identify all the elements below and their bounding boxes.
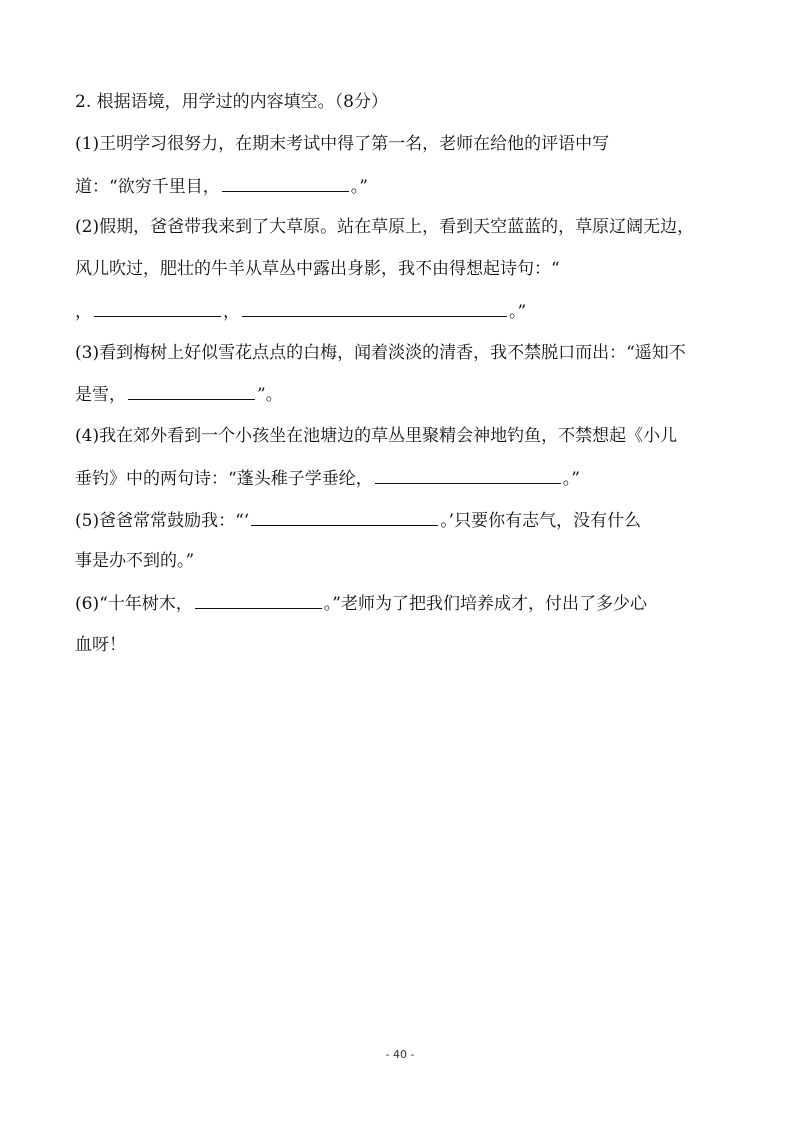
item-2-line-3: ， ， 。” (75, 302, 527, 322)
answer-blank-5[interactable] (251, 509, 438, 526)
item-1-line-2: 道：“欲穷千里目， 。” (75, 177, 368, 197)
page-number: - 40 - (385, 1048, 415, 1061)
item-4-line-2: 垂钓》中的两句诗：“蓬头稚子学垂纶， 。” (75, 469, 580, 489)
item-1-line-1: (1)王明学习很努力，在期末考试中得了第一名，老师在给他的评语中写 (75, 134, 610, 154)
item-5-line-2: 事是办不到的。” (75, 551, 195, 571)
question-header: 2. 根据语境，用学过的内容填空。（8分） (75, 92, 388, 112)
item-4-line-1: (4)我在郊外看到一个小孩坐在池塘边的草丛里聚精会神地钓鱼，不禁想起《小儿 (75, 426, 678, 446)
item-2-line-2: 风儿吹过，肥壮的牛羊从草丛中露出身影，我不由得想起诗句：“ (75, 259, 560, 279)
answer-blank-1[interactable] (222, 175, 349, 192)
item-3-line-1: (3)看到梅树上好似雪花点点的白梅，闻着淡淡的清香，我不禁脱口而出：“遥知不 (75, 343, 686, 363)
item-6-line-1: (6)“十年树木， 。”老师为了把我们培养成才，付出了多少心 (75, 594, 647, 614)
answer-blank-4[interactable] (375, 467, 561, 484)
answer-blank-3[interactable] (128, 383, 255, 400)
item-2-line-1: (2)假期，爸爸带我来到了大草原。站在草原上，看到天空蓝蓝的，草原辽阔无边， (75, 217, 695, 237)
item-5-line-1: (5)爸爸常常鼓励我：“‘ 。’只要你有志气，没有什么 (75, 511, 642, 531)
item-3-line-2: 是雪， ”。 (75, 385, 283, 405)
answer-blank-6[interactable] (195, 592, 322, 609)
answer-blank-2a[interactable] (94, 300, 221, 317)
answer-blank-2b[interactable] (242, 300, 507, 317)
item-6-line-2: 血呀！ (75, 635, 126, 655)
